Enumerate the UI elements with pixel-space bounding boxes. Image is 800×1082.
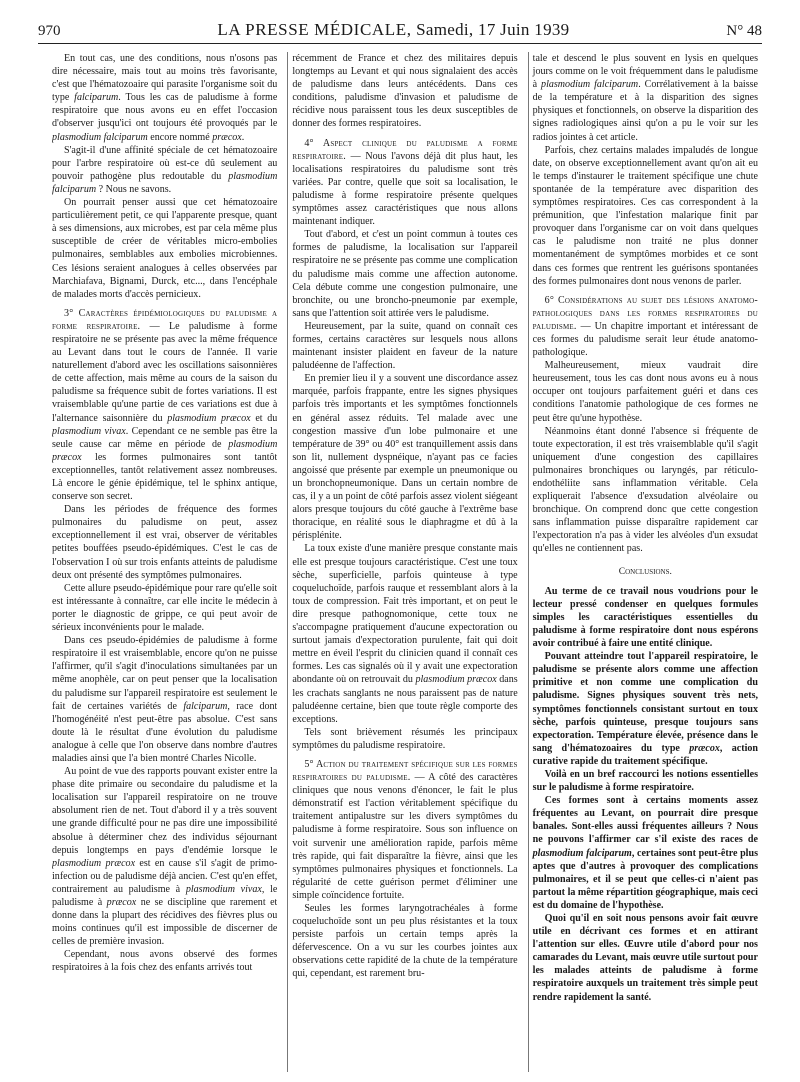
section-text: — Nous l'avons déjà dit plus haut, les localisations respiratoires du paludisme sont très variées. Par contre, quelle que soit sa localisation, le paludisme à forme respiratoire présente quelques symptômes assez caractéristiques que nous allons maintenant indiquer. xyxy=(292,150,518,228)
section-text: — Le paludisme à forme respiratoire ne se présente pas avec la même fréquence au Levant dans tout le cours de l'année. Il varie naturellement d'abord avec les oscillations saisonnières de cette affection, mais même au cours de la saison du paludisme sa fréquence subit de fortes variations. Il est vraisemblable qu'une partie de ces variations est due à l'alternance saisonnière du plasmodium præcox et du plasmodium vivax. Cependant ce ne semble pas être la seule cause car même en période de plasmodium præcox les formes pulmonaires sont tantôt exceptionnelles, tantôt relativement assez nombreuses. Là encore le génie épidémique, tel le sphinx antique, conserve son secret. xyxy=(52,320,278,503)
conclusion-paragraph: Au terme de ce travail nous voudrions pour le lecteur pressé condenser en quelques formules simples les caractéristiques essentielles du paludisme à forme respiratoire dont nous espérons avoir contribué à faire une entité clinique. xyxy=(532,585,758,650)
paragraph: Tout d'abord, et c'est un point commun à toutes ces formes de paludisme, la localisation sur l'appareil respiratoire ne se présente pas comme une complication du paludisme mais comme une affection autonome. Cela débute comme une congestion pulmonaire, une bronchite, ou une broncho-pneumonie par exemple, sans que l'attention soit attirée vers le paludisme. xyxy=(292,229,518,319)
conclusion-paragraph: Pouvant atteindre tout l'appareil respiratoire, le paludisme se présente alors comme une affection primitive et non comme une complication du paludisme. Signes physiques souvent très nets, symptômes fonctionnels consistant surtout en toux sèche, parfois quinteuse, presque toujours sans expectoration. Température élevée, présence dans le sang d'hématozoaires du type præcox, action curative rapide du traitement spécifique. xyxy=(532,651,758,767)
section-paragraph xyxy=(533,294,758,359)
paragraph: Seules les formes laryngotrachéales à forme coqueluchoïde sont un peu plus résistantes et la toux persiste parfois un certain temps après la défervescence. On a vu sur les courbes jointes aux observations cette rapidité de la chute de la température qui, cependant, est rarement bru- xyxy=(292,903,518,980)
text-columns xyxy=(52,52,758,1072)
issue-number: N° 48 xyxy=(726,23,762,39)
column-1 xyxy=(52,52,277,1072)
conclusions-block xyxy=(533,585,758,1004)
paragraph: On pourrait penser aussi que cet hématozoaire particulièrement petit, ce qui l'apparente presque, quant à ses dimensions, aux microbes, est par cela même plus susceptible de créer de véritables micro-embolies pulmonaires, semblables aux embolies microbiennes. Ces lésions seraient analogues à celles observées par Marchiafava, Bignami, Durck, etc..., dans l'encéphale de malades morts d'accès pernicieux. xyxy=(52,197,278,300)
section-text: — Un chapitre important et intéressant de ces formes du paludisme serait leur étude anatomo-pathologique. xyxy=(532,320,758,359)
page-number: 970 xyxy=(38,23,61,39)
journal-title-line xyxy=(217,20,569,40)
paragraph: Heureusement, par la suite, quand on connaît ces formes, certains caractères sur lesquels nous allons maintenant insister plaident en faveur de la nature paludéenne de l'affection. xyxy=(292,320,518,372)
conclusion-paragraph: Voilà en un bref raccourci les notions essentielles sur le paludisme à forme respiratoire. xyxy=(532,768,758,794)
paragraph: Dans les périodes de fréquence des formes pulmonaires du paludisme on peut, assez exceptionnellement il est vrai, observer de véritables petites bouffées pseudo-épidémiques. C'est le cas de l'observation I où sur trois enfants atteints de paludisme deux ont présenté des symptômes pulmonaires. xyxy=(52,504,278,581)
conclusions-heading: Conclusions. xyxy=(618,566,672,577)
paragraph: Cependant, nous avons observé des formes respiratoires à la fois chez des enfants arrivés tout xyxy=(52,949,278,974)
section-paragraph xyxy=(52,307,277,503)
journal-name: LA PRESSE MÉDICALE, xyxy=(217,20,412,39)
paragraph: récemment de France et chez des militaires depuis longtemps au Levant et qui nous signalaient des accès de paludisme dans leurs antécédents. Dans ces conditions, paludisme d'invasion et paludisme de récidive nous paraissent tous les deux susceptibles de donner des formes respiratoires. xyxy=(292,53,518,130)
section-heading-6: 6° Considérations au sujet des lésions anatomo-pathologiques dans les formes respiratoires du paludisme. xyxy=(532,294,758,332)
section-text: — A côté des caractères cliniques que nous venons d'énoncer, le fait le plus démonstratif est l'action véritablement spécifique du traitement antipalustre sur les divers symptômes du paludisme à forme respiratoire. Sous son influence on voit survenir une amélioration rapide, parfois même très rapide, qui fait disparaître la fièvre, ainsi que les symptômes pulmonaires physiques et fonctionnels. La régularité de cette guérison permet d'éliminer une simple coïncidence fortuite. xyxy=(292,772,518,901)
paragraph: Dans ces pseudo-épidémies de paludisme à forme respiratoire il est vraisemblable, encore qu'on ne puisse l'affirmer, qu'il s'agit d'inoculations simultanées par un même anophèle, car on peut penser que la localisation du paludisme sur l'appareil respiratoire est seulement le fait de certaines variétés de falciparum, race dont l'homogénéité n'est peut-être pas absolue. C'est sans doute là le résultat d'une évolution du paludisme analogue à celle que l'on observe dans nombre d'autres maladies ainsi que l'a bien montré Charles Nicolle. xyxy=(52,635,278,764)
section-heading-5: 5° Action du traitement spécifique sur les formes respiratoires du paludisme. xyxy=(292,758,518,784)
paragraph: Parfois, chez certains malades impaludés de longue date, on observe exceptionnellement avant qu'on ait eu le temps d'instaurer le traitement spécifique une chute spontanée de la température avec disparition des symptômes respiratoires. Ces cas correspondent à la prémunition, que l'infestation malarique finit par provoquer dans l'organisme car on voit dans quelques cas le paludisme non traité ne plus donner momentanément de symptômes morbides et ce sont dans ces formes que rentrent les guérisons spontanées des formes pulmonaires dont nous venons de parler. xyxy=(532,144,758,287)
paragraph: Malheureusement, mieux vaudrait dire heureusement, tous les cas dont nous avons eu à nous occuper ont toujours parfaitement guéri et dans ces conditions l'anatomie pathologique de ces formes ne peut être qu'une hypothèse. xyxy=(532,360,758,424)
paragraph: En tout cas, une des conditions, nous n'osons pas dire nécessaire, mais tout au moins très favorisante, c'est que l'hématozoaire qui parasite l'organisme soit du type falciparum. Tous les cas de paludisme à forme respiratoire que nous avons eu en effet l'occasion d'observer jusqu'ici ont toujours été provoqués par le plasmodium falciparum encore nommé præcox. xyxy=(52,53,278,143)
section-paragraph xyxy=(292,137,517,229)
column-3 xyxy=(528,52,758,1072)
section-heading-3: 3° Caractères épidémiologiques du paludisme a forme respiratoire. xyxy=(52,307,278,332)
paragraph: Tels sont brièvement résumés les principaux symptômes du paludisme respiratoire. xyxy=(292,726,518,751)
paragraph: S'agit-il d'une affinité spéciale de cet hématozoaire pour l'arbre respiratoire où est-ce dû seulement au pouvoir pathogène plus redoutable du plasmodium falciparum ? Nous ne savons. xyxy=(52,144,278,195)
page-header xyxy=(38,6,762,44)
column-2 xyxy=(287,52,517,1072)
paragraph: Cette allure pseudo-épidémique pour rare qu'elle soit est intéressante à connaître, car elle incite le médecin à porter le diagnostic de grippe, ce qui peut avoir de sérieux inconvénients pour le malade. xyxy=(52,582,278,634)
paragraph: Au point de vue des rapports pouvant exister entre la phase dite primaire ou secondaire du paludisme et la localisation sur l'appareil respiratoire on ne trouve absolument rien de net. Tout d'abord il y a très souvent une grande difficulté pour ne pas dire une impossibilité absolue à déterminer chez des individus séjournant depuis longtemps en pays d'endémie lorsque le plasmodium præcox est en cause s'il s'agit de primo-infection ou de paludisme déjà ancien. C'est qu'en effet, contrairement au paludisme à plasmodium vivax, le paludisme à præcox ne se discipline que rarement et donne dans la plupart des récidives des fièvres plus ou moins continues qu'il est impossible de discerner de celles de première invasion. xyxy=(52,766,278,948)
conclusion-paragraph: Ces formes sont à certains moments assez fréquentes au Levant, on pourrait dire presque banales. Sont-elles aussi fréquentes ailleurs ? Nous ne pouvons l'affirmer car s'il existe des races de plasmodium falciparum, certaines sont peut-être plus aptes que d'autres à provoquer des complications pulmonaires, et il se peut que celles-ci n'aient pas partout la même répartition géographique, mais ceci est du domaine de l'hypothèse. xyxy=(532,795,758,911)
issue-date: Samedi, 17 Juin 1939 xyxy=(416,20,570,39)
section-paragraph xyxy=(292,758,517,902)
conclusion-paragraph: Quoi qu'il en soit nous pensons avoir fait œuvre utile en décrivant ces formes et en attirant l'attention sur elles. Œuvre utile d'abord pour nos camarades du Levant, mais œuvre utile surtout pour les malades atteints de paludisme à forme respiratoire auxquels un traitement très simple peut rendre rapidement la santé. xyxy=(532,913,758,1003)
paragraph: Néanmoins étant donné l'absence si fréquente de toute expectoration, il est très vraisemblable qu'il s'agit uniquement d'une congestion des capillaires pulmonaires bronchiques ou laryngés, par réticulo-endothéliite sans inflammation véritable. Cela expliquerait l'absence d'exsudation alvéolaire ou bronchique. On comprend donc que cette congestion sans inflammation puisse disparaître rapidement car l'expectoration n'a pas à vider les alvéoles d'un exsudat qu'elles ne contiennent pas. xyxy=(532,425,758,555)
paragraph: En premier lieu il y a souvent une discordance assez marquée, parfois frappante, entre les signes physiques parfois très importants et les symptômes fonctionnels en général assez réduits. Tel malade avec une congestion massive d'un lobe pulmonaire et une température de 39° ou 40° est tranquillement assis dans son lit, nullement dyspnéique, n'ayant pas ce facies angoissé que présente par exemple un pneumonique ou un bronchopneumonique. Dans un certain nombre de cas, il y a un point de côté parfois assez violent siégeant alors presque toujours du côté gauche à l'extrême base thoracique, en réalité sous le diaphragme et dû à la périsplénite. xyxy=(292,373,518,542)
paragraph: tale et descend le plus souvent en lysis en quelques jours comme on le voit fréquemment dans le paludisme à plasmodium falciparum. Corrélativement à la baisse de la température et à la disparition des signes physiques et fonctionnels, on observe la disparition des signes radiologiques ainsi qu'on a pu le voir sur les radios jointes à cet article. xyxy=(532,53,758,143)
section-heading-4: 4° Aspect clinique du paludisme a forme respiratoire. xyxy=(292,137,518,162)
paragraph: La toux existe d'une manière presque constante mais elle est presque toujours caractéristique. C'est une toux sèche, superficielle, parfois quinteuse à type coqueluchoïde, parfois rauque et ressemblant alors à la toux de compression. Fait très important, et on peut le dire presque pathognomonique, cette toux ne s'accompagne pratiquement d'aucune expectoration ou surtout jamais d'expectoration purulente, fait qui doit mettre en éveil l'esprit du clinicien quand il connaît ces formes. Les cas signalés où il y avait une expectoration abondante où on retrouvait du plasmodium præcox dans les crachats sanglants ne nous paraissent pas de nature paludéenne certaine, bien que toute règle comporte des exceptions. xyxy=(292,543,518,725)
